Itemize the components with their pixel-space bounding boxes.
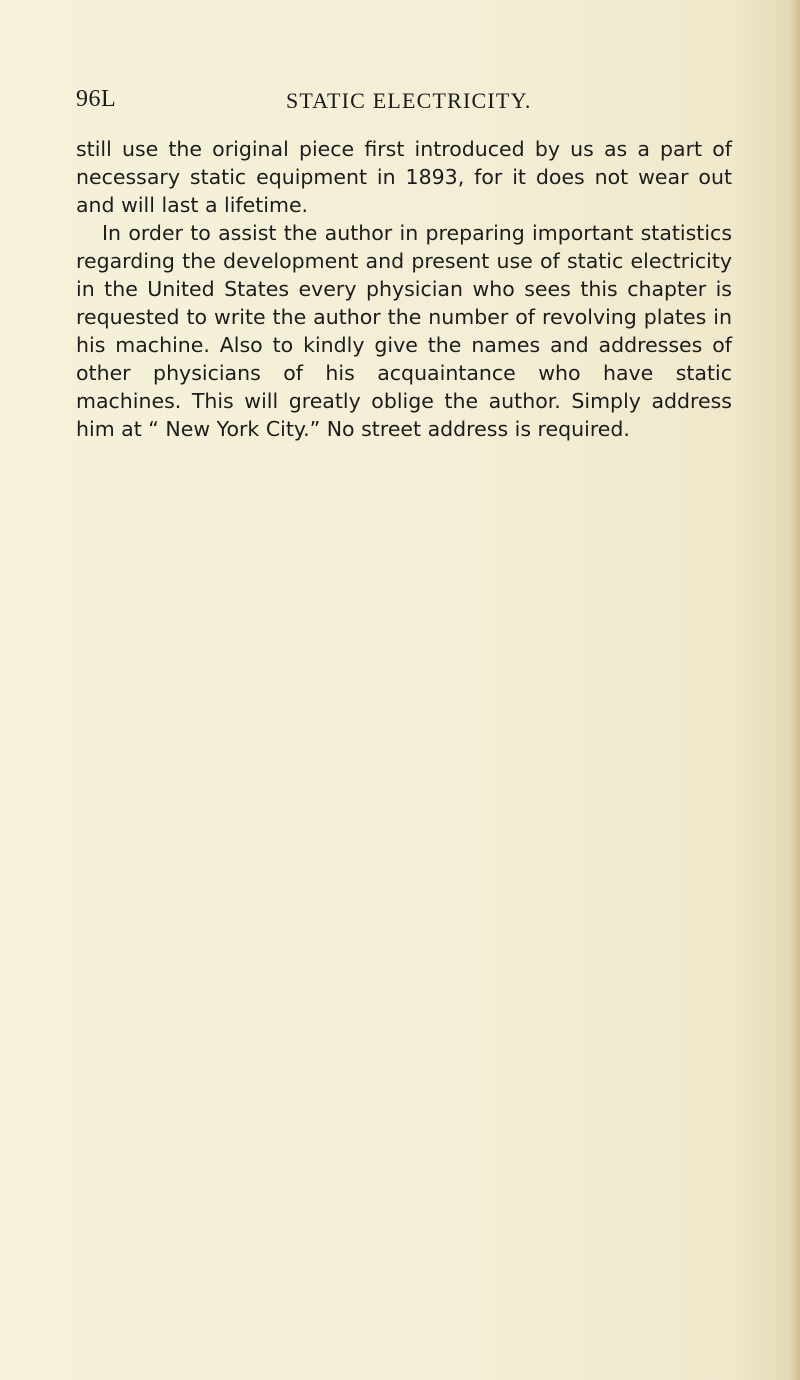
running-header	[76, 86, 726, 120]
page-edge-shading	[790, 0, 800, 1380]
running-title: STATIC ELECTRICITY.	[286, 88, 532, 113]
paragraph-continuation: still use the original piece first introduced by us as a part of necessary static equipment in 1893, for it does not wear out and will last a lifetime.	[76, 137, 732, 217]
paragraph-request: In order to assist the author in preparing important statistics regarding the development and present use of static electricity in the United States every physician who sees this chapter is requested to write the author the number of revolving plates in his machine. Also to kindly give the names and addresses of other physicians of his acquaintance who have static machines. This will greatly oblige the author. Simply address him at “ New York City.” No street address is required.	[76, 221, 732, 441]
page-number: 96L	[76, 86, 117, 112]
body-text	[76, 135, 732, 443]
